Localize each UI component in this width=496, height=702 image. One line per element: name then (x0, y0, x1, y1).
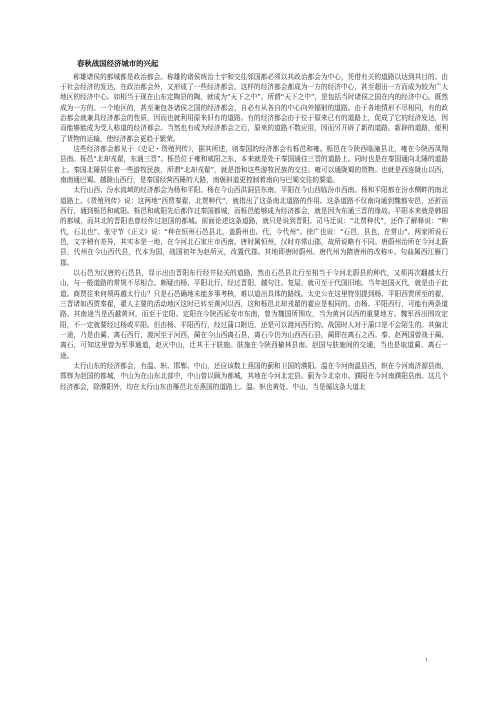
document-body (60, 72, 448, 393)
paragraph: 太行山东的经济都会，有温、轵、邯郸、中山，还应该数上燕国的蓟和卫国的濮阳。温在今河南温县西，轵在今河南济源县南，邯郸为赵国的都城，中山为在山东北部中，中山曾以顾为都城，其地在今河北定县。蓟为今北京市。濮阳在今河南濮阳县南。这几个经济都会，除濮阳外，均在太行山东由雁邑北至燕国的道路上。温、轵也黄处、中山，当是循这条大道北 (60, 362, 448, 391)
page-number: 1 (425, 658, 428, 663)
paragraph: 称雄诸侯的都城都是政治都会。称雄的诸侯统治土宇和交往邻国都必须以其政治都会为中心，凭借有关的道路以达到其目的。由于社会经济的发达，在政治都会外，又形成了一些经济都会。这样的经济都会都成为一方的经济中心，甚至超出一方而成为较为广大地区的经济中心。如相当于现在山东定陶县的陶，就成为“天下之中”。所谓“天下之中”，是包括当时诸侯之国在内的经济中心。既然成为一方的、一个地区的，甚至兼包各诸侯之国的经济都会，自必有从各自的中心向外辐射的道路。由于各地情形不尽相同，有的政治都会就兼具经济都会的性质，因而也就利用原来旧有的道路。有的经济都会由于位于原来已有的道路上，促成了它的经济发达，因而能够能成为受人称道的经济都会。当然也有成为经济都会之后，原来的道路不数应用，因而另开辟了新的道路。新辟的道路，便利了货物的运输，使经济都会更趋于繁荣。 (60, 72, 448, 143)
document-title: 春秋战国经济城市的兴起 (77, 59, 159, 68)
paragraph: 这些经济都会都见于《史记・货殖列传》，据其所述，则秦国的经济都会有栎邑和雍。栎邑在今陕西临潼县北，雍在今陕西凤翔县南。栎邑“北却戎翟，东通三晋”。栎邑位于雍和咸阳之东，本来就是处于秦国通往三晋的道路上。同时也是在秦国通向北陲的道路上。秦国北陲居住着一些游牧民族，所谓“北却戎翟”，就是指和这些游牧民族的交往。雍可以通陇蜀的货物。也就是西连陇山以西，南南通巴蜀。越陇山西行，是秦国经营西陲的大路，南褒斜道更控制着南向与巴蜀交往的要道。 (60, 144, 448, 184)
paragraph: 以石邑为汉唐的石邑县，显示出由晋阳东行经井陉关的道路，然由石邑县北行至相当于今河北蔚县的种代，又须再次翻越太行山，与一般道路的常规不尽相合。颇疑由杨、平阳北行，经过晋阳，越句注、复屋，就可至于代国旧地。当年赵国灭代，就是由于此道。商贾往来何须再越太行山？只是石邑确地未能多事考核，难以道出具体的路线。太史公在这里特别提到杨、平阳西贾所至的翟，三晋诸如西贾秦翟，翟人主要的活动地区这时已转至黄河以西，这和栎邑北却戎翟的翟应是相同的。由杨、平阳西行，可能有两条道路。其南途当是西越黄河，而至于定阳。定阳在今陕西延安市东南，曾为魏国所围攻，当为黄河以西的重要地方。魏军西出围攻定阳，不一定就要经过杨或平阳。但由杨、平阳西行，经过蒲口附近，还是可以渡河西行的。战国时人对于蒲口是不会陌生的。其偏北一途，乃是由蔺、离石西行，渡河至于河西，蔺在今山西离石县，离石今仍为山西西石县，蔺即在离石之西。秦、赵两国曾战于蔺、离石，可知这里曾为军事通道，赵灭中山，迁其王于肤施。肤施在今陕西榆林县南。赵国与肤施间的交通，当也是取道蔺、离石一途。 (60, 269, 448, 360)
paragraph: 太行山西、汾水流域的经济都会为杨和平阳。杨在今山西洪洞县东南，平阳在今山西临汾市西南。杨和平阳都在汾水侧畔的南北道路上。《货殖列传》说：这两地“西贾秦翟，北贾种代”，就指出了这条南北道路的作用。这条道路不仅南向通到魏都安邑，还折而西行，通到栎邑和咸阳。栎邑和咸阳先后都作过秦国都城，而栎邑能够成为经济都会，就是因为东通三晋的缘故。平阳本来就是韩国的都城，而其北的晋阳也曾经作过赵国的都城。前面论述这条道路，就只是说到晋阳。司马迁说：“北贾种代”，还作了解释说：“种代，石北也”。张守节《正义》说：“种在恒州石邑县北，盖蔚州也。代，今代州”。徐广也说：“石邑，县也，在常山”。两家所说石邑，文字稍有差异，其实本是一地，在今河北石家庄市西南。唐时属恒州，汉时亦常山郡，故所说略有不同。唐蔚州治所在今河北蔚县，代州在今山西代县，代本为国，战国初年为赵所灭，改置代郡。其地即唐时蔚州。唐代州为隋唐州的改称①。句曲属西江雁门郡。 (60, 186, 448, 267)
